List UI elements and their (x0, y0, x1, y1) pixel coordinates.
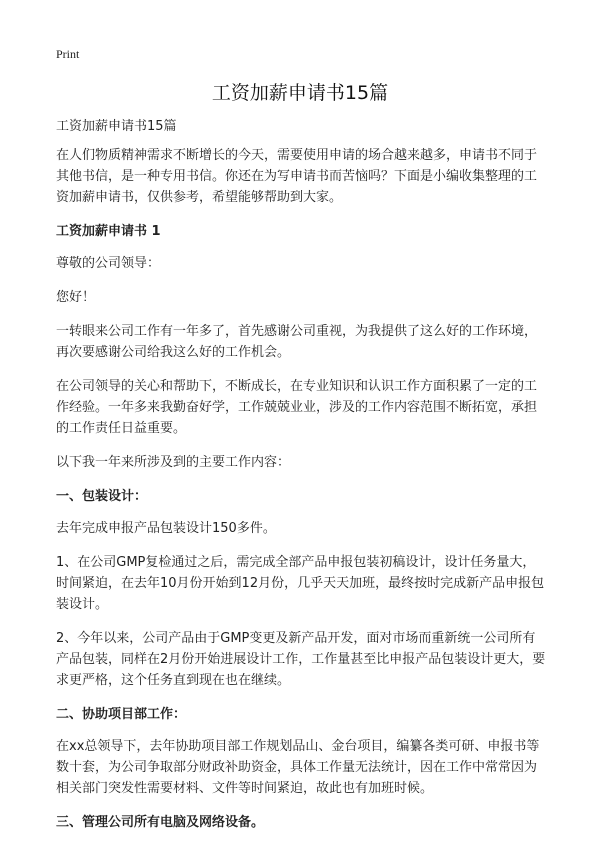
salutation: 尊敬的公司领导： (56, 256, 161, 271)
body-paragraph: 一转眼来公司工作有一年多了，首先感谢公司重视，为我提供了这么好的工作环境，再次要感谢公司给我这么好的工作机会。 (56, 324, 538, 360)
page-title: 工资加薪申请书15篇 (211, 82, 389, 104)
body-paragraph: 2、今年以来，公司产品由于GMP变更及新产品开发，面对市场而重新统一公司所有产品包装，同样在2月份开始进展设计工作，工作量甚至比申报产品包装设计更大，要求更严格，这个任务直到现在也在继续。 (56, 631, 546, 688)
body-paragraph: 在xx总领导下，去年协助项目部工作规划品山、金台项目，编纂各类可研、申报书等数十套，为公司争取部分财政补助资金，具体工作量无法统计，因在工作中常常因为相关部门突发性需要材料、文件等时间紧迫，故此也有加班时候。 (56, 739, 540, 796)
body-paragraph: 在公司领导的关心和帮助下，不断成长，在专业知识和认识工作方面积累了一定的工作经验。一年多来我勤奋好学，工作兢兢业业，涉及的工作内容范围不断拓宽，承担的工作责任日益重要。 (56, 379, 538, 436)
print-link[interactable]: Print (56, 47, 80, 61)
letter-heading: 工资加薪申请书 1 (56, 224, 161, 239)
document-subtitle: 工资加薪申请书15篇 (56, 119, 177, 134)
document-body (56, 116, 548, 844)
section-heading-packaging: 一、包装设计： (56, 489, 148, 504)
body-paragraph: 1、在公司GMP复检通过之后，需完成全部产品申报包装初稿设计，设计任务量大，时间紧迫，在去年10月份开始到12月份，几乎天天加班，最终按时完成新产品申报包装设计。 (56, 555, 545, 612)
section-heading-project: 二、协助项目部工作： (56, 707, 187, 722)
body-paragraph: 去年完成申报产品包装设计150多件。 (56, 521, 276, 536)
greeting-line: 您好！ (56, 290, 96, 305)
body-paragraph: 以下我一年来所涉及到的主要工作内容： (56, 455, 291, 470)
section-heading-it: 三、管理公司所有电脑及网络设备。 (56, 815, 265, 830)
intro-paragraph: 在人们物质精神需求不断增长的今天，需要使用申请的场合越来越多，申请书不同于其他书信，是一种专用书信。你还在为写申请书而苦恼吗？下面是小编收集整理的工资加薪申请书，仅供参考，希望能够帮助到大家。 (56, 148, 538, 205)
